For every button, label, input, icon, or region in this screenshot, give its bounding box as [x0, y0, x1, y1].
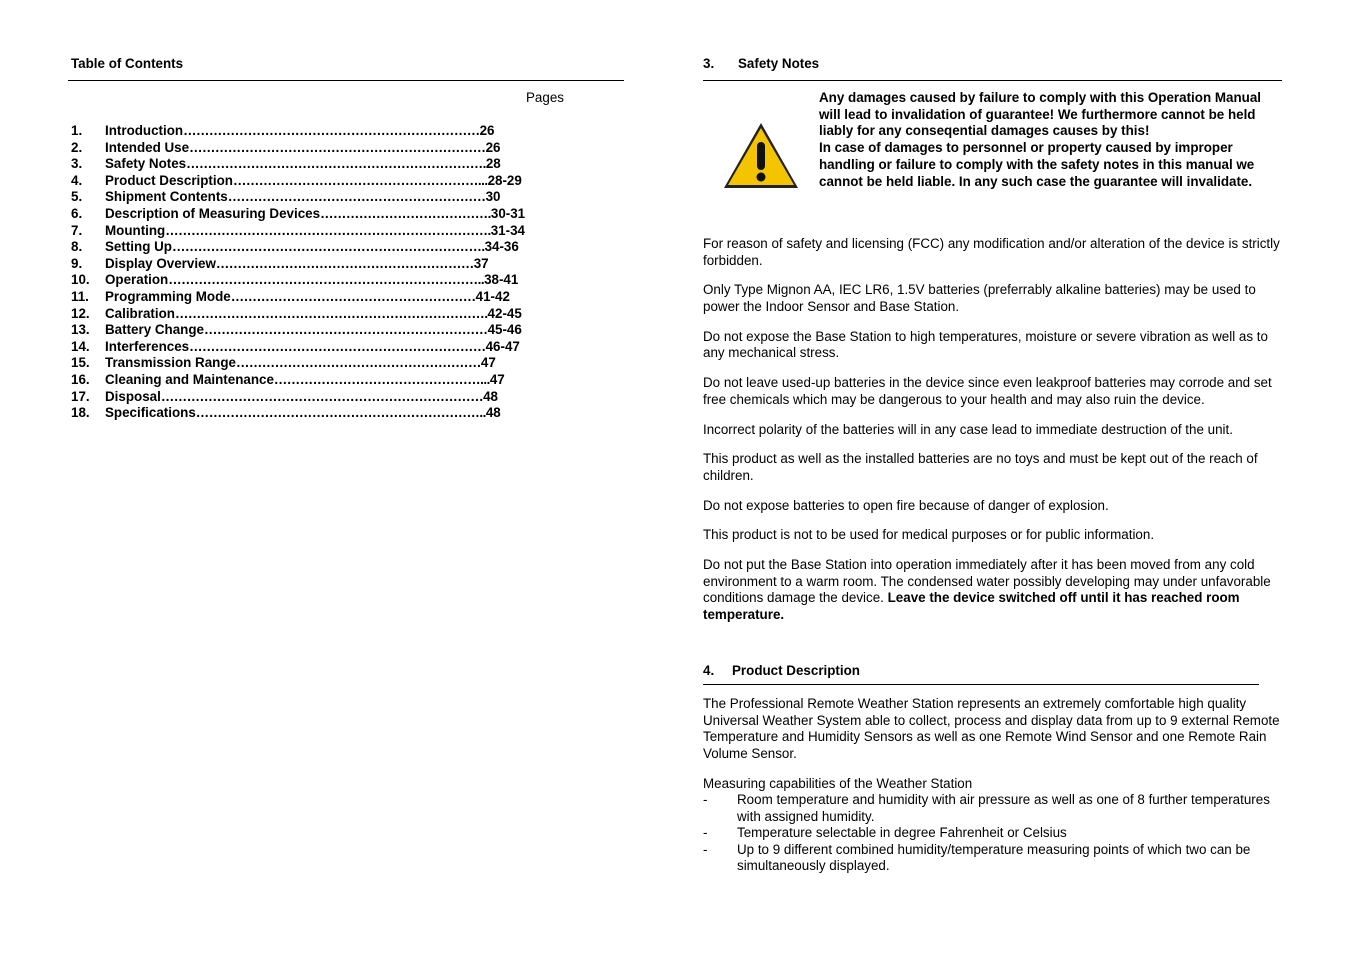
toc-page-number: 37: [473, 255, 489, 271]
warning-paragraph-2: In case of damages to personnel or property caused by improper handling or failure to comply with the safety notes in this manual we cannot be held liable. In any such case the guarantee will invalidate.: [819, 140, 1255, 189]
toc-row: [71, 355, 611, 372]
toc-leader-dots: ………………………………………………………………….: [165, 222, 491, 238]
toc-entry-title: Description of Measuring Devices: [105, 205, 321, 221]
toc-pages-label: Pages: [526, 90, 564, 105]
capability-item: [703, 825, 1283, 842]
toc-page-number: 48: [483, 388, 498, 404]
product-description-text: The Professional Remote Weather Station represents an extremely comfortable high quality Universal Weather System able to collect, process and display data from up to 9 external Remote Temperature and Humidity Sensors as well as one Remote Wind Sensor and one Remote Rain Volume Sensor.: [703, 696, 1280, 761]
toc-leader-dots: ………………………………….: [320, 205, 491, 221]
bullet-dash: -: [703, 825, 708, 841]
toc-number: 2.: [71, 139, 83, 155]
toc-leader-dots: ……………………………………………………: [215, 255, 474, 271]
section-3-title: Safety Notes: [738, 56, 820, 71]
toc-row: [71, 339, 611, 356]
section-3-number: 3.: [703, 56, 715, 71]
section-4-divider: [703, 684, 1259, 685]
toc-page-number: 46-47: [485, 338, 520, 354]
toc-number: 17.: [71, 388, 90, 404]
toc-leader-dots: …………………………………………………: [230, 288, 476, 304]
toc-leader-dots: ……………………………………………………………….: [174, 305, 488, 321]
toc-page-number: 41-42: [475, 288, 510, 304]
capability-item: [703, 792, 1283, 825]
toc-number: 13.: [71, 322, 90, 338]
capability-text: Up to 9 different combined humidity/temperature measuring points of which two can be simultaneously displayed.: [737, 841, 1251, 874]
safety-note: Incorrect polarity of the batteries will in any case lead to immediate destruction of the unit.: [703, 421, 1233, 437]
toc-leader-dots: …………………………………………………...: [232, 172, 488, 188]
toc-number: 15.: [71, 355, 90, 371]
toc-row: [71, 389, 611, 406]
toc-entry-title: Product Description: [105, 172, 233, 188]
toc-list: [71, 123, 611, 422]
capability-item: [703, 842, 1283, 875]
capabilities-intro: Measuring capabilities of the Weather Station: [703, 776, 973, 791]
toc-entry-title: Operation: [105, 272, 169, 288]
toc-number: 11.: [71, 288, 89, 304]
toc-leader-dots: ……………………………………………………………: [189, 139, 486, 155]
toc-entry-title: Intended Use: [105, 139, 190, 155]
toc-entry-title: Cleaning and Maintenance: [105, 371, 274, 387]
toc-page-number: 31-34: [490, 222, 525, 238]
toc-page-number: 26: [479, 123, 495, 138]
toc-number: 1.: [71, 123, 83, 138]
toc-number: 4.: [71, 172, 83, 188]
toc-number: 6.: [71, 205, 83, 221]
toc-number: 9.: [71, 255, 83, 271]
warning-triangle-icon: [721, 120, 801, 192]
toc-page-number: 47: [480, 355, 496, 371]
section-3-divider: [703, 80, 1282, 81]
safety-notes: [703, 236, 1283, 637]
capability-text: Room temperature and humidity with air pressure as well as one of 8 further temperatures with assigned humidity.: [737, 792, 1270, 824]
bullet-dash: -: [703, 841, 708, 857]
toc-number: 14.: [71, 338, 90, 354]
toc-row: [71, 156, 611, 173]
capability-text: Temperature selectable in degree Fahrenheit or Celsius: [737, 825, 1067, 841]
product-description: [703, 696, 1283, 776]
warning-paragraph-1: Any damages caused by failure to comply with this Operation Manual will lead to invalidation of guarantee! We furthermore cannot be held liably for any conseqential damages causes by this!: [819, 90, 1261, 139]
toc-entry-title: Disposal: [105, 388, 161, 404]
toc-page-number: 42-45: [487, 305, 522, 321]
toc-entry-title: Safety Notes: [105, 156, 187, 172]
toc-row: [71, 173, 611, 190]
toc-row: [71, 272, 611, 289]
toc-row: [71, 123, 611, 140]
toc-page-number: 26: [485, 139, 501, 155]
toc-number: 5.: [71, 189, 83, 205]
toc-number: 16.: [71, 371, 90, 387]
toc-row: [71, 140, 611, 157]
capabilities-list: [703, 792, 1283, 875]
toc-entry-title: Battery Change: [105, 322, 204, 338]
toc-number: 18.: [71, 405, 90, 421]
safety-note: Do not leave used-up batteries in the device since even leakproof batteries may corrode and set free chemicals which may be dangerous to your health and may also ruin the device.: [703, 375, 1272, 407]
safety-note: Only Type Mignon AA, IEC LR6, 1.5V batteries (preferrably alkaline batteries) may be used to power the Indoor Sensor and Base Station.: [703, 282, 1256, 314]
toc-divider: [68, 80, 624, 81]
toc-number: 8.: [71, 239, 83, 255]
toc-row: [71, 256, 611, 273]
toc-page-number: 34-36: [484, 239, 519, 255]
toc-entry-title: Calibration: [105, 305, 175, 321]
toc-row: [71, 289, 611, 306]
section-4-number: 4.: [703, 663, 715, 678]
toc-leader-dots: ……………………………………………………: [227, 189, 486, 205]
toc-leader-dots: ………………………………………………………………..: [168, 272, 485, 288]
section-4-title: Product Description: [732, 663, 860, 678]
toc-entry-title: Setting Up: [105, 239, 172, 255]
safety-note-emphasis: Leave the device switched off until it has reached room temperature.: [703, 590, 1240, 622]
safety-note: For reason of safety and licensing (FCC) any modification and/or alteration of the device is strictly forbidden.: [703, 236, 1280, 268]
toc-number: 12.: [71, 305, 90, 321]
toc-leader-dots: ……………………………………………………………: [189, 338, 486, 354]
toc-page-number: 30-31: [490, 205, 526, 221]
toc-row: [71, 372, 611, 389]
toc-entry-title: Display Overview: [105, 255, 216, 271]
toc-entry-title: Shipment Contents: [105, 189, 228, 205]
warning-notice: [819, 90, 1279, 190]
toc-row: [71, 223, 611, 240]
toc-leader-dots: ……………………………………………………………: [183, 123, 480, 138]
toc-leader-dots: …………………………………………...: [273, 371, 490, 387]
toc-leader-dots: …………………………………………………………………: [160, 388, 484, 404]
safety-note: Do not expose the Base Station to high temperatures, moisture or severe vibration as well as to any mechanical stress.: [703, 328, 1268, 361]
toc-entry-title: Specifications: [105, 405, 196, 421]
toc-leader-dots: …………………………………………………………..: [195, 405, 486, 421]
toc-page-number: 28-29: [487, 172, 522, 188]
toc-title: Table of Contents: [71, 56, 184, 71]
toc-page-number: 47: [489, 371, 505, 387]
section-4-heading: [703, 663, 860, 678]
toc-row: [71, 189, 611, 206]
toc-entry-title: Programming Mode: [105, 288, 231, 304]
toc-entry-title: Transmission Range: [105, 355, 236, 371]
toc-page-number: 48: [485, 405, 501, 421]
toc-number: 10.: [71, 272, 90, 288]
safety-note-condensation: [703, 557, 1283, 623]
toc-leader-dots: …………………………………………………………: [203, 322, 488, 338]
toc-page-number: 30: [485, 189, 501, 205]
safety-note: Do not expose batteries to open fire because of danger of explosion.: [703, 497, 1109, 513]
toc-entry-title: Mounting: [105, 222, 166, 238]
toc-leader-dots: …………………………………………………: [235, 355, 481, 371]
section-3-heading: [703, 56, 819, 71]
safety-note: This product as well as the installed batteries are no toys and must be kept out of the reach of children.: [703, 451, 1258, 483]
toc-page-number: 28: [485, 156, 501, 172]
toc-number: 7.: [71, 222, 83, 238]
safety-note: This product is not to be used for medical purposes or for public information.: [703, 527, 1155, 543]
toc-leader-dots: ……………………………………………………………….: [171, 239, 485, 255]
toc-row: [71, 206, 611, 223]
bullet-dash: -: [703, 792, 708, 807]
toc-row: [71, 306, 611, 323]
toc-row: [71, 322, 611, 339]
toc-entry-title: Introduction: [105, 123, 184, 138]
toc-leader-dots: …………………………………………………………….: [186, 156, 486, 172]
toc-row: [71, 239, 611, 256]
toc-entry-title: Interferences: [105, 338, 190, 354]
safety-note-text: Do not put the Base Station into operation immediately after it has been moved from any cold environment to a warm room. The condensed water possibly developing may under unfavorable conditions damage the device.: [703, 557, 1271, 606]
toc-row: [71, 405, 611, 422]
toc-number: 3.: [71, 156, 83, 172]
toc-page-number: 38-41: [484, 272, 519, 288]
toc-page-number: 45-46: [487, 322, 522, 338]
